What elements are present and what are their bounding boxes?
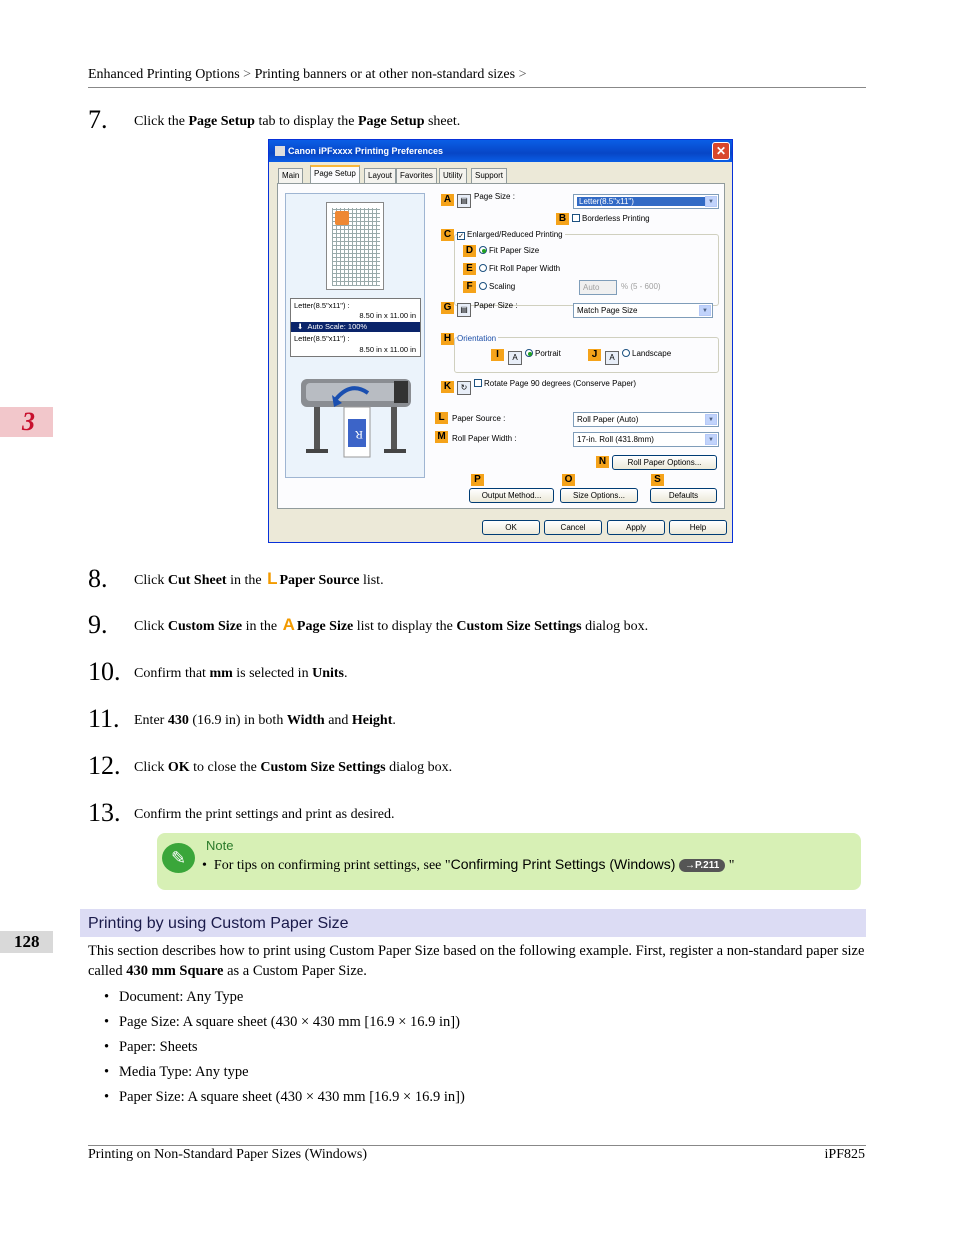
dialog-title: Canon iPFxxxx Printing Preferences — [288, 146, 444, 156]
fit-roll-radio[interactable]: Fit Roll Paper Width — [479, 264, 560, 273]
rotate-icon: ↻ — [457, 381, 471, 395]
tab-support[interactable]: Support — [471, 168, 507, 183]
label-b: B — [556, 213, 569, 225]
label-h: H — [441, 333, 454, 345]
dialog-title-bar — [269, 140, 732, 162]
label-j: J — [588, 349, 601, 361]
note-link[interactable]: Confirming Print Settings (Windows) — [450, 856, 676, 872]
page-size-select[interactable]: Letter(8.5"x11") ▼ — [573, 194, 719, 209]
breadcrumb-separator: > — [243, 67, 252, 82]
note-box — [157, 833, 861, 890]
page-reference-badge[interactable]: →P.211 — [679, 859, 725, 872]
list-item: • Page Size: A square sheet (430 × 430 mm [16.9 × 16.9 in]) — [104, 1012, 465, 1037]
tab-page-setup[interactable]: Page Setup — [310, 165, 360, 184]
page-setup-panel: Letter(8.5"x11") : 8.50 in x 11.00 in ⬇ Auto Scale: 100% Letter(8.5"x11") : 8.50 in x 11.00 in R A ▤ Page Size : Letter(8.5"x11") ▼ B Borderless Printing C ✓ Enlarged/Reduced Printing D Fit Paper Size E Fit Roll Paper Width F Scaling Auto % (5 - 600) G ▤ Paper Size : Match Page Size ▼ H Orientation I A Portrait J A Landscape K ↻ Rotate Page 90 degrees (Conserve Paper) L Paper Source : Roll Paper (Auto) ▼ M Roll Paper Width : 17-in. Roll (431.8mm) ▼ N Roll Paper Options... P O S Output Method... Size Options... Defaults — [277, 183, 725, 509]
printer-icon — [275, 146, 285, 156]
tab-main[interactable]: Main — [278, 168, 303, 183]
intro-paragraph: This section describes how to print using Custom Paper Size based on the following example. First, register a non-standard paper size called 430 mm Square as a Custom Paper Size. — [88, 943, 865, 979]
paper-preview — [326, 202, 384, 290]
step-9: 9. Click Custom Size in the A Page Size list to display the Custom Size Settings dialog box. — [88, 610, 649, 639]
close-icon[interactable]: ✕ — [712, 142, 730, 160]
step-number: 13. — [88, 798, 121, 827]
footer-rule — [88, 1145, 866, 1146]
list-item: • Document: Any Type — [104, 987, 465, 1012]
cancel-button[interactable]: Cancel — [544, 520, 602, 535]
step-7: 7. Click the Page Setup tab to display the Page Setup sheet. — [88, 105, 461, 134]
scaling-input[interactable]: Auto — [579, 280, 617, 295]
step-number: 9. — [88, 610, 108, 639]
step-number: 7. — [88, 105, 108, 134]
output-method-button[interactable]: Output Method... — [469, 488, 554, 503]
footer-model: iPF825 — [824, 1147, 865, 1162]
step-8: 8. Click Cut Sheet in the L Paper Source list. — [88, 564, 384, 593]
chevron-down-icon: ▼ — [699, 305, 711, 316]
help-button[interactable]: Help — [669, 520, 727, 535]
landscape-icon: A — [605, 351, 619, 365]
chapter-tab — [0, 407, 53, 437]
page-size-icon: ▤ — [457, 194, 471, 208]
size-info-box: Letter(8.5"x11") : 8.50 in x 11.00 in ⬇ Auto Scale: 100% Letter(8.5"x11") : 8.50 in x 11.00 in — [290, 298, 421, 357]
note-heading: Note — [206, 838, 234, 853]
label-l: L — [435, 412, 448, 424]
breadcrumb — [88, 67, 526, 83]
list-item: • Media Type: Any type — [104, 1062, 465, 1087]
step-number: 10. — [88, 657, 121, 686]
label-a: A — [441, 194, 454, 206]
fit-paper-radio[interactable]: Fit Paper Size — [479, 246, 539, 255]
tab-layout[interactable]: Layout — [364, 168, 396, 183]
breadcrumb-item[interactable]: Printing banners or at other non-standard sizes — [254, 67, 516, 82]
label-g: G — [441, 302, 454, 314]
page-number: 128 — [14, 932, 40, 951]
printing-preferences-dialog — [268, 139, 733, 543]
label-p: P — [471, 474, 484, 486]
landscape-radio[interactable]: A Landscape — [605, 349, 671, 365]
chevron-down-icon: ▼ — [705, 196, 717, 207]
label-f: F — [463, 281, 476, 293]
step-12: 12. Click OK to close the Custom Size Settings dialog box. — [88, 751, 453, 780]
tab-favorites[interactable]: Favorites — [396, 168, 437, 183]
step-number: 12. — [88, 751, 121, 780]
image-thumbnail-icon — [335, 211, 349, 225]
portrait-icon: A — [508, 351, 522, 365]
tab-utility[interactable]: Utility — [439, 168, 467, 183]
chevron-down-icon: ▼ — [705, 414, 717, 425]
paper-size-select[interactable]: Match Page Size ▼ — [573, 303, 713, 318]
label-e: E — [463, 263, 476, 275]
portrait-radio[interactable]: A Portrait — [508, 349, 561, 365]
header-rule — [88, 87, 866, 88]
svg-text:R: R — [354, 428, 363, 442]
footer-chapter-title: Printing on Non-Standard Paper Sizes (Windows) — [88, 1147, 368, 1162]
size-options-button[interactable]: Size Options... — [560, 488, 638, 503]
ok-button[interactable]: OK — [482, 520, 540, 535]
step-11: 11. Enter 430 (16.9 in) in both Width and Height. — [88, 704, 396, 733]
defaults-button[interactable]: Defaults — [650, 488, 717, 503]
label-i: I — [491, 349, 504, 361]
pencil-icon: ✎ — [162, 843, 195, 873]
step-13: 13. Confirm the print settings and print as desired. — [88, 798, 395, 827]
step-number: 8. — [88, 564, 108, 593]
borderless-checkbox[interactable]: Borderless Printing — [572, 214, 650, 223]
step-10: 10. Confirm that mm is selected in Units. — [88, 657, 348, 686]
roll-paper-options-button[interactable]: Roll Paper Options... — [612, 455, 717, 470]
note-text: • For tips on confirming print settings, see "Confirming Print Settings (Windows) →P.211 " — [202, 856, 735, 873]
label-k: K — [441, 381, 454, 393]
list-item: • Paper: Sheets — [104, 1037, 465, 1062]
page-number-tab — [0, 931, 53, 953]
chevron-down-icon: ▼ — [705, 434, 717, 445]
label-a-marker: A — [282, 615, 295, 634]
apply-button[interactable]: Apply — [607, 520, 665, 535]
paper-size-icon: ▤ — [457, 303, 471, 317]
label-d: D — [463, 245, 476, 257]
label-n: N — [596, 456, 609, 468]
example-list — [104, 987, 465, 1112]
scaling-radio[interactable]: Scaling — [479, 282, 515, 291]
chapter-number: 3 — [22, 407, 35, 436]
label-m: M — [435, 431, 448, 443]
orientation-label: Orientation — [457, 334, 497, 343]
section-heading — [80, 909, 866, 937]
section-title: Printing by using Custom Paper Size — [88, 915, 349, 932]
printer-illustration — [296, 369, 416, 464]
breadcrumb-separator: > — [518, 67, 527, 82]
label-l-marker: L — [267, 569, 278, 588]
label-c: C — [441, 229, 454, 241]
label-s: S — [651, 474, 664, 486]
rotate-checkbox[interactable]: ↻ Rotate Page 90 degrees (Conserve Paper) — [457, 379, 636, 395]
paper-source-select[interactable]: Roll Paper (Auto) ▼ — [573, 412, 719, 427]
list-item: • Paper Size: A square sheet (430 × 430 mm [16.9 × 16.9 in]) — [104, 1087, 465, 1112]
scaling-range: % (5 - 600) — [621, 282, 661, 291]
roll-width-select[interactable]: 17-in. Roll (431.8mm) ▼ — [573, 432, 719, 447]
preview-pane — [285, 193, 425, 478]
enlarged-checkbox[interactable]: ✓ Enlarged/Reduced Printing — [458, 230, 563, 240]
arrow-down-icon: ⬇ — [297, 322, 304, 331]
breadcrumb-item[interactable]: Enhanced Printing Options — [88, 67, 240, 82]
step-number: 11. — [88, 704, 120, 733]
label-o: O — [562, 474, 575, 486]
